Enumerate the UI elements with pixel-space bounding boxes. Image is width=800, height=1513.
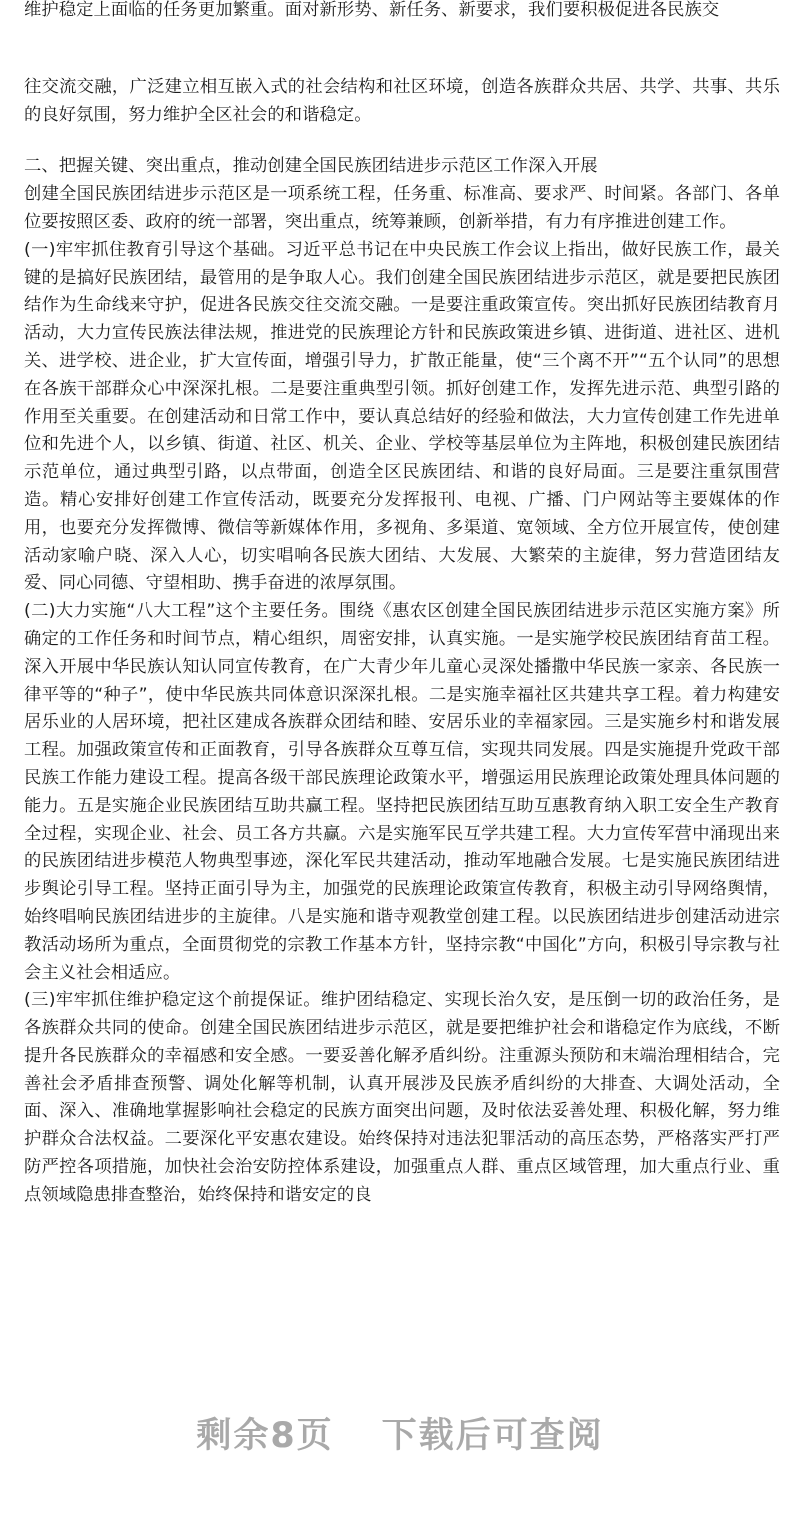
paragraph-gap xyxy=(24,25,780,74)
section-heading: 二、把握关键、突出重点，推动创建全国民族团结进步示范区工作深入开展 xyxy=(24,156,598,177)
download-hint-text[interactable]: 下载后可查阅 xyxy=(381,1416,604,1456)
remaining-pages-text[interactable]: 剩余8页 xyxy=(196,1416,334,1456)
paragraph-stability: (三)牢牢抓住维护稳定这个前提保证。维护团结稳定、实现长治久安，是压倒一切的政治任务，是各族群众共同的使命。创建全国民族团结进步示范区，就是要把维护社会和谐稳定作为底线，不断提升各民族群众的幸福感和安全感。一要妥善化解矛盾纠纷。注重源头预防和末端治理相结合，完善社会矛盾排查预警、调处化解等机制，认真开展涉及民族矛盾纠纷的大排查、大调处活动，全面、深入、准确地掌握影响社会稳定的民族方面突出问题，及时依法妥善处理、积极化解，努力维护群众合法权益。二要深化平安惠农建设。始终保持对违法犯罪活动的高压态势，严格落实严打严防严控各项措施，加快社会治安防控体系建设，加强重点人群、重点区域管理，加大重点行业、重点领域隐患排查整治，始终保持和谐安定的良 xyxy=(24,990,780,1205)
intro-tail-line: 维护稳定上面临的任务更加繁重。面对新形势、新任务、新要求，我们要积极促进各民族交 xyxy=(24,0,720,20)
intro-tail-paragraph: 往交流交融，广泛建立相互嵌入式的社会结构和社区环境，创造各族群众共居、共学、共事、共乐的良好氛围，努力维护全区社会的和谐稳定。 xyxy=(24,76,780,125)
download-prompt[interactable] xyxy=(0,1408,800,1458)
section-intro: 创建全国民族团结进步示范区是一项系统工程，任务重、标准高、要求严、时间紧。各部门、各单位要按照区委、政府的统一部署，突出重点，统筹兼顾，创新举措，有力有序推进创建工作。 xyxy=(24,184,780,232)
paragraph-gap xyxy=(24,129,780,153)
document-body xyxy=(24,0,780,1210)
paragraph-education: (一)牢牢抓住教育引导这个基础。习近平总书记在中央民族工作会议上指出，做好民族工作，最关键的是搞好民族团结，最管用的是争取人心。我们创建全国民族团结进步示范区，就是要把民族团结作为生命线来守护，促进各民族交往交流交融。一是要注重政策宣传。突出抓好民族团结教育月活动，大力宣传民族法律法规，推进党的民族理论方针和民族政策进乡镇、进街道、进社区、进机关、进学校、进企业，扩大宣传面，增强引导力，扩散正能量，使“三个离不开”“五个认同”的思想在各族干部群众心中深深扎根。二是要注重典型引领。抓好创建工作，发挥先进示范、典型引路的作用至关重要。在创建活动和日常工作中，要认真总结好的经验和做法，大力宣传创建工作先进单位和先进个人，以乡镇、街道、社区、机关、企业、学校等基层单位为主阵地，积极创建民族团结示范单位，通过典型引路，以点带面，创造全区民族团结、和谐的良好局面。三是要注重氛围营造。精心安排好创建工作宣传活动，既要充分发挥报刊、电视、广播、门户网站等主要媒体的作用，也要充分发挥微博、微信等新媒体作用，多视角、多渠道、宽领域、全方位开展宣传，使创建活动家喻户晓、深入人心，切实唱响各民族大团结、大发展、大繁荣的主旋律，努力营造团结友爱、同心同德、守望相助、携手奋进的浓厚氛围。 xyxy=(24,239,780,594)
paragraph-eight-projects: (二)大力实施“八大工程”这个主要任务。围绕《惠农区创建全国民族团结进步示范区实施方案》所确定的工作任务和时间节点，精心组织，周密安排，认真实施。一是实施学校民族团结育苗工程。深入开展中华民族认知认同宣传教育，在广大青少年儿童心灵深处播撒中华民族一家亲、各民族一律平等的“种子”，使中华民族共同体意识深深扎根。二是实施幸福社区共建共享工程。着力构建安居乐业的人居环境，把社区建成各族群众团结和睦、安居乐业的幸福家园。三是实施乡村和谐发展工程。加强政策宣传和正面教育，引导各族群众互尊互信，实现共同发展。四是实施提升党政干部民族工作能力建设工程。提高各级干部民族理论政策水平，增强运用民族理论政策处理具体问题的能力。五是实施企业民族团结互助共赢工程。坚持把民族团结互助互惠教育纳入职工安全生产教育全过程，实现企业、社会、员工各方共赢。六是实施军民互学共建工程。大力宣传军营中涌现出来的民族团结进步模范人物典型事迹，深化军民共建活动，推动军地融合发展。七是实施民族团结进步舆论引导工程。坚持正面引导为主，加强党的民族理论政策宣传教育，积极主动引导网络舆情，始终唱响民族团结进步的主旋律。八是实施和谐寺观教堂创建工程。以民族团结进步创建活动进宗教活动场所为重点，全面贯彻党的宗教工作基本方针，坚持宗教“中国化”方向，积极引导宗教与社会主义社会相适应。 xyxy=(24,601,780,983)
